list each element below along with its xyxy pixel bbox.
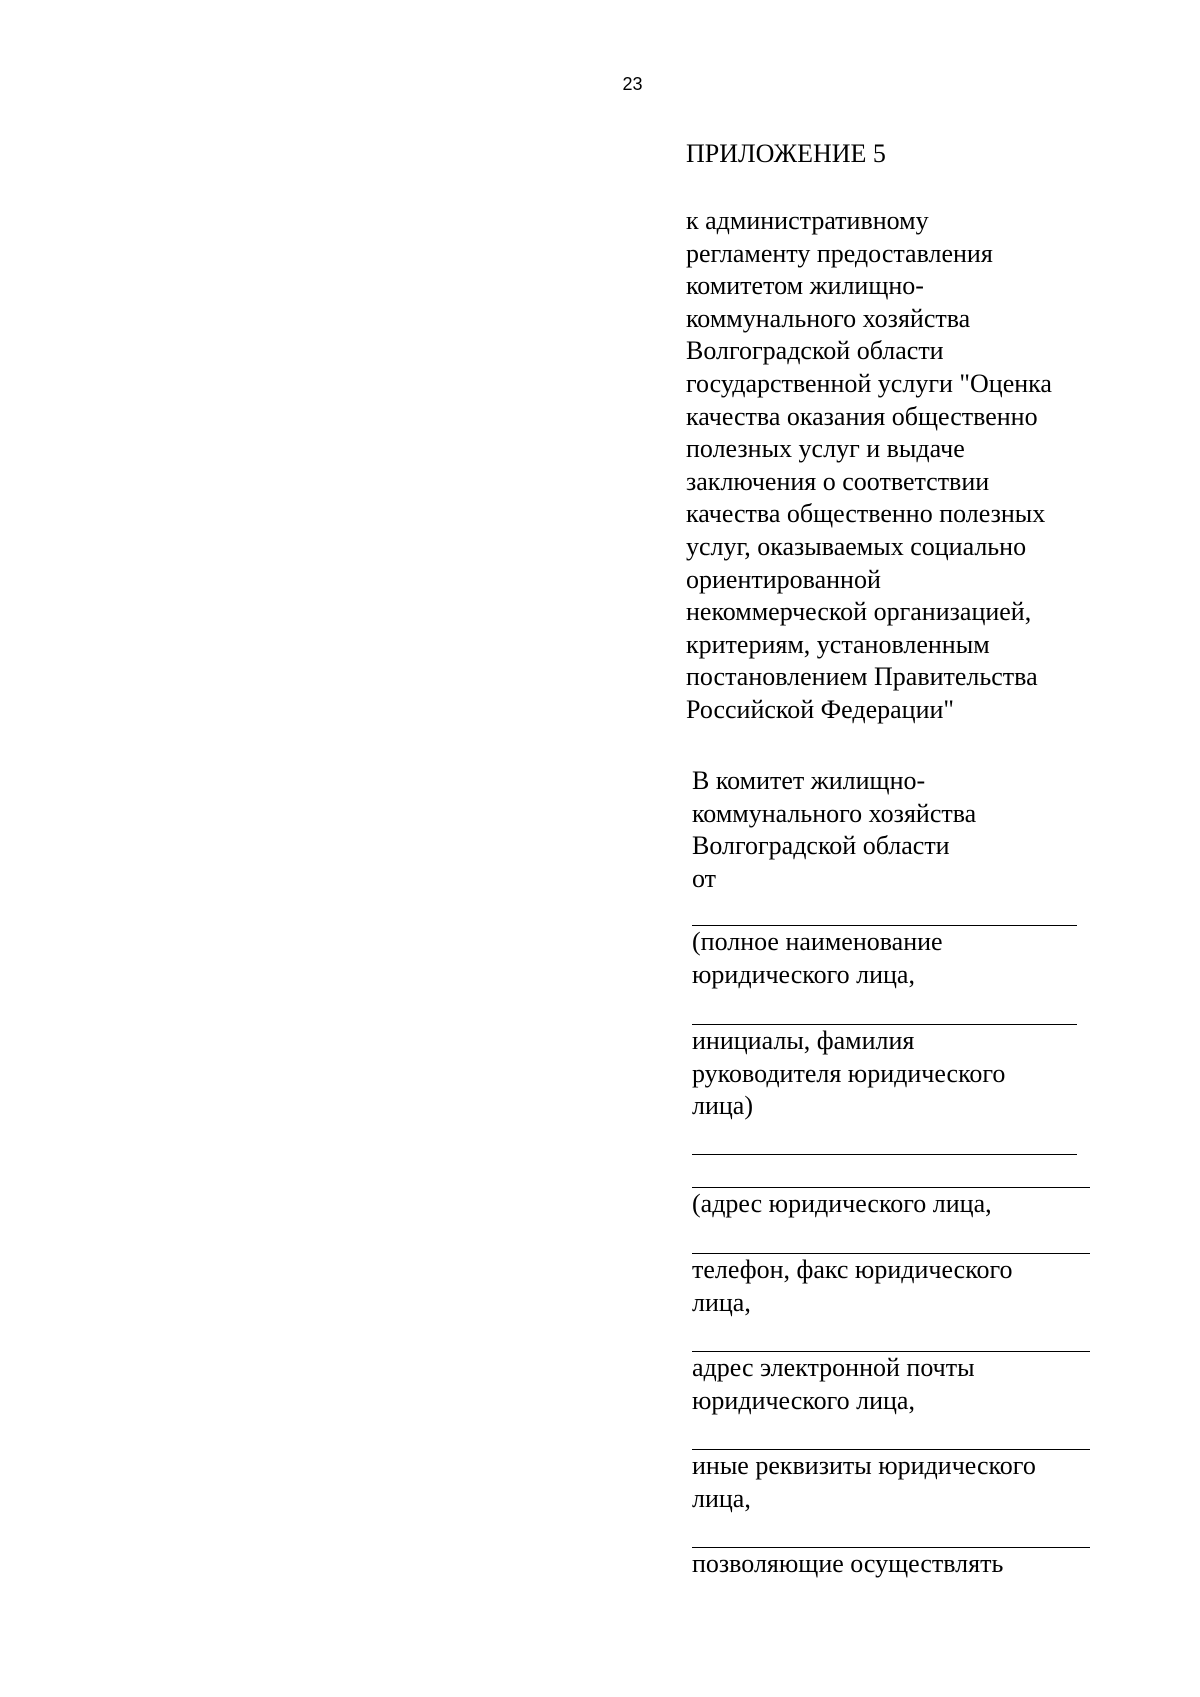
fill-in-hint-phone-fax: телефон, факс юридического лица,	[692, 1255, 1013, 1317]
fill-in-hint-other-details: иные реквизиты юридического лица,	[692, 1451, 1036, 1513]
fill-in-hint-address: (адрес юридического лица,	[692, 1189, 992, 1218]
fill-in-hint-director: инициалы, фамилия руководителя юридического лица)	[692, 1026, 1006, 1121]
fill-in-hint-allowing: позволяющие осуществлять	[692, 1549, 1004, 1578]
fill-in-line	[692, 1154, 1077, 1155]
fill-in-hint-email: адрес электронной почты юридического лица,	[692, 1353, 975, 1415]
addressee-from-label: от	[692, 863, 717, 893]
regulation-caption: к административному регламенту предоставления комитетом жилищно- коммунального хозяйства Волгоградской области государственной услуги "Оценка качества оказания общественно полезных услуг и выдаче заключения о соответствии качества общественно полезных услуг, оказываемых социально ориентированной некоммерческой организацией, критериям, установленным постановлением Правительства Российской Федерации"	[686, 206, 1052, 724]
page-number: 23	[622, 74, 643, 94]
appendix-title: ПРИЛОЖЕНИЕ 5	[686, 139, 886, 168]
addressee-recipient: В комитет жилищно- коммунального хозяйства Волгоградской области	[692, 766, 977, 861]
addressee-block	[692, 765, 1102, 895]
fill-in-hint-legal-name: (полное наименование юридического лица,	[692, 927, 943, 989]
